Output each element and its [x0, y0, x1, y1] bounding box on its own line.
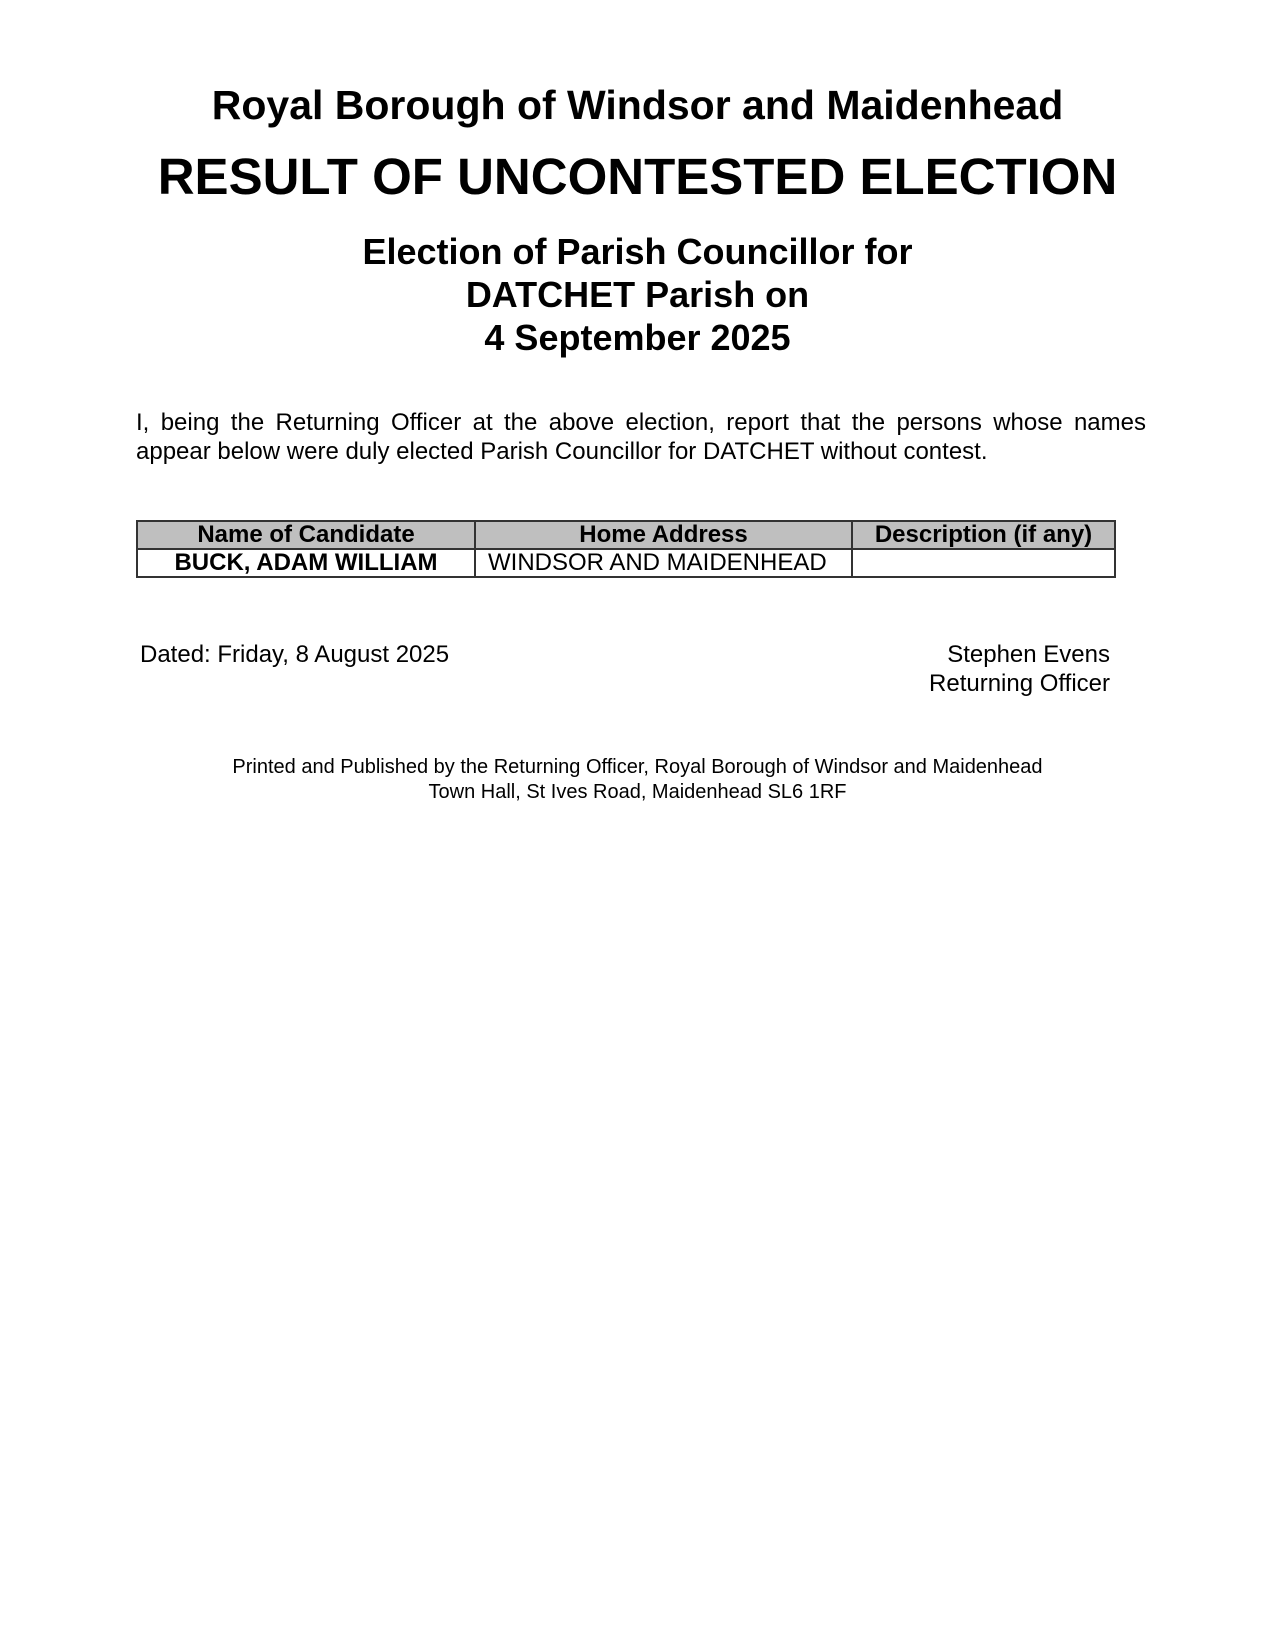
candidate-name: BUCK, ADAM WILLIAM — [137, 549, 475, 577]
council-name: Royal Borough of Windsor and Maidenhead — [211, 82, 1064, 128]
officer-signature — [929, 640, 1110, 698]
subtitle-line: 4 September 2025 — [484, 317, 791, 358]
officer-title: Returning Officer — [929, 670, 1110, 697]
table-header-row — [137, 521, 1115, 549]
candidate-description — [852, 549, 1115, 577]
imprint — [0, 755, 1275, 805]
declaration-statement: I, being the Returning Officer at the above election, report that the persons whose names appear below were duly elected Parish Councillor for DATCHET without contest. — [136, 409, 1146, 465]
imprint-line: Town Hall, St Ives Road, Maidenhead SL6 1RF — [428, 781, 847, 803]
election-subtitle — [0, 230, 1275, 359]
table-row — [137, 549, 1115, 577]
candidates-table — [136, 520, 1116, 578]
column-header-description: Description (if any) — [852, 521, 1115, 549]
officer-name: Stephen Evens — [947, 641, 1110, 668]
notice-title: RESULT OF UNCONTESTED ELECTION — [157, 148, 1118, 205]
subtitle-line: DATCHET Parish on — [465, 274, 810, 315]
imprint-line: Printed and Published by the Returning Officer, Royal Borough of Windsor and Maidenhead — [232, 756, 1043, 778]
subtitle-line: Election of Parish Councillor for — [362, 231, 913, 272]
column-header-name: Name of Candidate — [137, 521, 475, 549]
column-header-address: Home Address — [475, 521, 852, 549]
dated-line: Dated: Friday, 8 August 2025 — [140, 641, 450, 668]
candidate-address: WINDSOR AND MAIDENHEAD — [475, 549, 852, 577]
